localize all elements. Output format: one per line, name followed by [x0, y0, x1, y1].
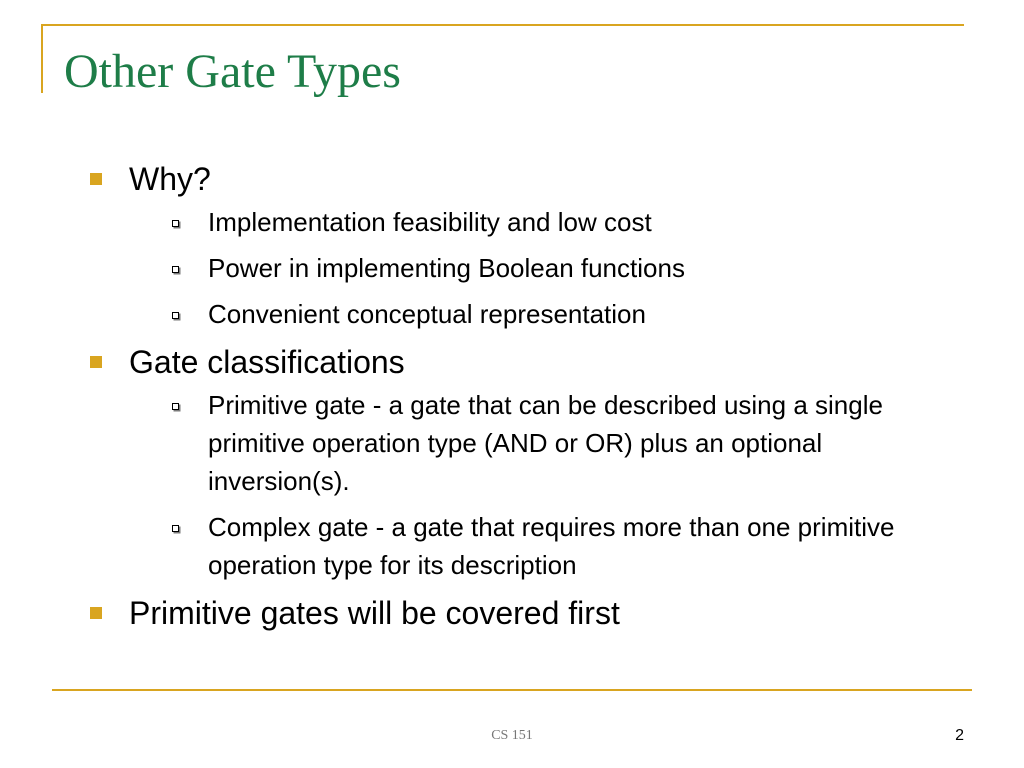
sub-bullet: [172, 508, 966, 584]
sub-bullet-text: Power in implementing Boolean functions: [208, 253, 685, 283]
square-bullet-icon: [90, 356, 102, 368]
hollow-square-bullet-icon: [172, 266, 179, 273]
bullet-gate-classifications: [86, 341, 966, 584]
bullet-primitive-gates: [86, 592, 966, 634]
footer-course: CS 151: [491, 728, 533, 743]
square-bullet-icon: [90, 173, 102, 185]
frame-top-line: [41, 24, 964, 26]
sub-bullet-text: Convenient conceptual representation: [208, 299, 646, 329]
hollow-square-bullet-icon: [172, 525, 179, 532]
slide-title: Other Gate Types: [64, 45, 401, 98]
sub-bullet-text: Primitive gate - a gate that can be described using a single primitive operation type (AND or OR) plus an optional inversion(s).: [208, 390, 883, 496]
hollow-square-bullet-icon: [172, 312, 179, 319]
sub-bullet-text: Implementation feasibility and low cost: [208, 207, 652, 237]
footer-divider: [52, 689, 972, 691]
sub-bullet-text: Complex gate - a gate that requires more than one primitive operation type for its description: [208, 512, 895, 580]
page-number: 2: [955, 727, 964, 744]
sub-bullet-list: [129, 386, 966, 584]
sub-bullet: [172, 386, 966, 500]
sub-bullet: [172, 295, 966, 333]
bullet-why: [86, 158, 966, 333]
sub-bullet: [172, 203, 966, 241]
square-bullet-icon: [90, 607, 102, 619]
bullet-text: Gate classifications: [129, 344, 405, 380]
sub-bullet: [172, 249, 966, 287]
sub-bullet-list: [129, 203, 966, 333]
hollow-square-bullet-icon: [172, 403, 179, 410]
bullet-text: Why?: [129, 161, 211, 197]
bullet-text: Primitive gates will be covered first: [129, 595, 620, 631]
hollow-square-bullet-icon: [172, 220, 179, 227]
slide-content: [86, 158, 966, 640]
frame-left-line: [41, 24, 43, 93]
